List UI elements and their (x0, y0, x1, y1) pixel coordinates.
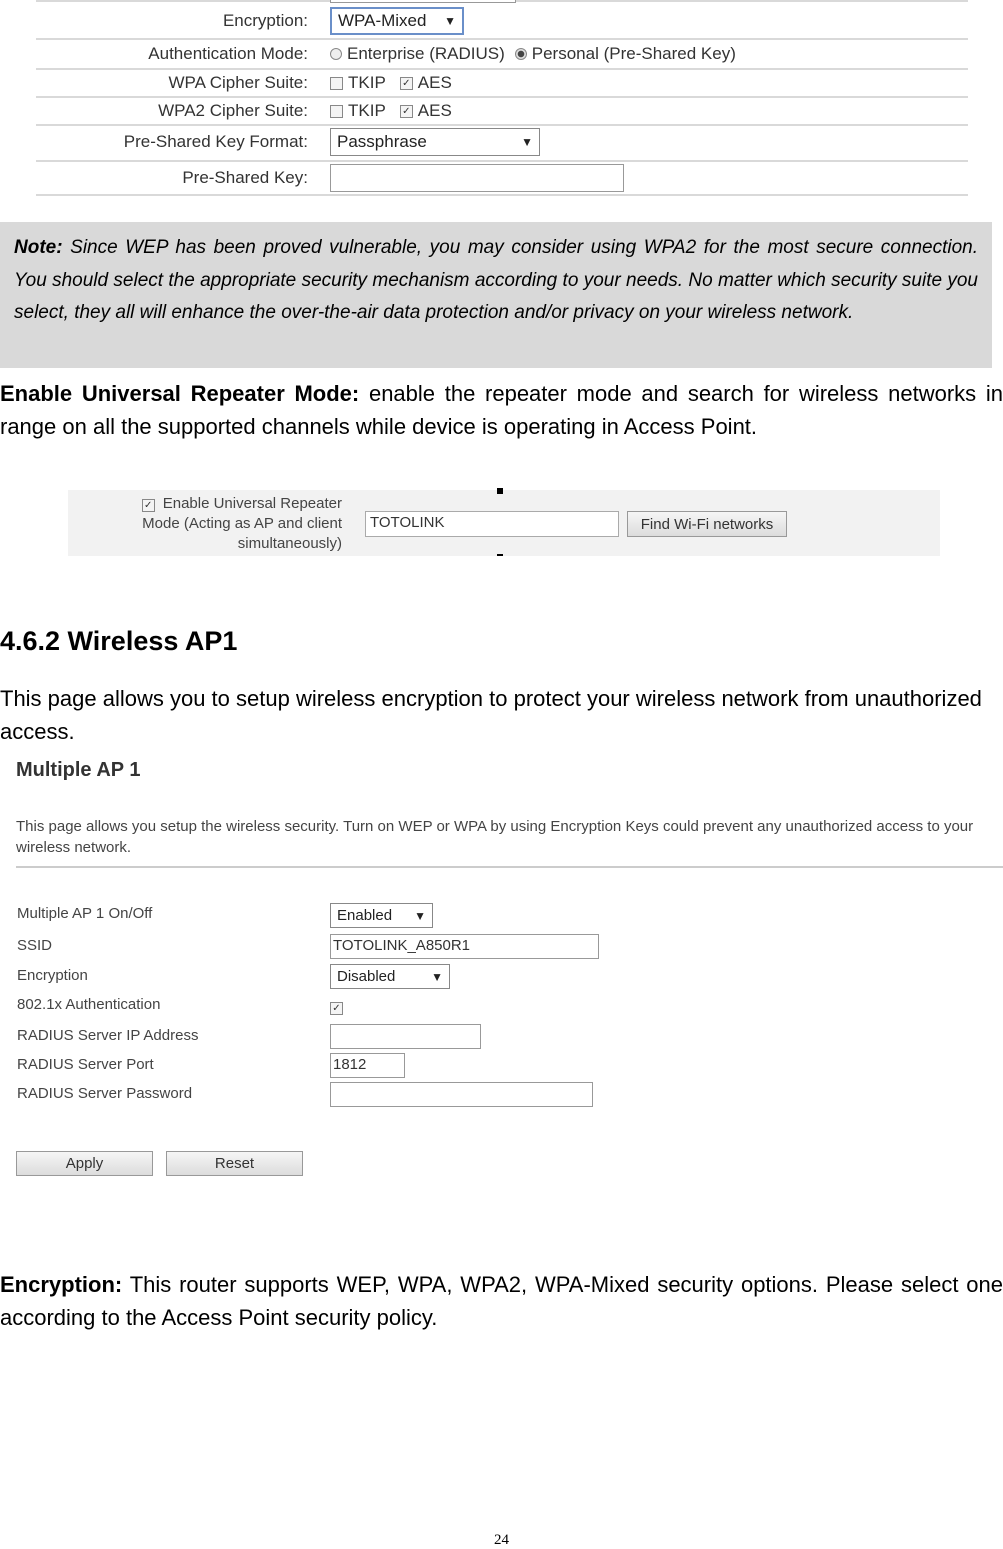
psk-label: Pre-Shared Key: (182, 168, 308, 187)
encryption-select[interactable] (330, 964, 450, 989)
radius-ip-input[interactable] (330, 1024, 481, 1049)
repeater-ssid-input[interactable]: TOTOLINK (365, 511, 619, 537)
wpa-aes-label: AES (417, 73, 452, 92)
auth-mode-label: Authentication Mode: (148, 44, 308, 63)
find-wifi-networks-button[interactable]: Find Wi-Fi networks (627, 511, 787, 537)
wpa2-tkip-label: TKIP (348, 101, 386, 120)
encryption-select-value: WPA-Mixed (338, 11, 427, 30)
repeater-checkbox[interactable]: ✓ (142, 499, 155, 512)
psk-row (36, 162, 968, 196)
section-intro: This page allows you to setup wireless encryption to protect your wireless network from unauthorized access. (0, 686, 982, 744)
auth-mode-row (36, 40, 968, 70)
wpa-aes-checkbox[interactable]: ✓ (400, 77, 413, 90)
wpa-tkip-label: TKIP (348, 73, 386, 92)
psk-format-select[interactable] (330, 128, 540, 156)
note-box (0, 222, 992, 368)
multiple-ap-description: This page allows you setup the wireless security. Turn on WEP or WPA by using Encryption Keys could prevent any unauthorized access to your wireless network. (16, 818, 974, 856)
repeater-term: Enable Universal Repeater Mode: (0, 381, 360, 406)
psk-format-label: Pre-Shared Key Format: (123, 132, 308, 151)
wpa2-tkip-checkbox[interactable] (330, 105, 343, 118)
radius-port-input[interactable]: 1812 (330, 1053, 405, 1078)
repeater-paragraph (0, 377, 1003, 443)
encryption-row (36, 2, 968, 40)
psk-format-select-value: Passphrase (337, 132, 427, 151)
ssid-label: SSID (17, 937, 53, 954)
radius-password-input[interactable] (330, 1082, 593, 1107)
section-heading: 4.6.2 Wireless AP1 (0, 626, 238, 656)
wpa2-aes-label: AES (417, 101, 452, 120)
wpa-cipher-label: WPA Cipher Suite: (168, 73, 308, 92)
ssid-input[interactable]: TOTOLINK_A850R1 (330, 934, 599, 959)
repeater-label-line3: simultaneously) (237, 535, 342, 552)
wpa-cipher-row (36, 70, 968, 98)
wpa2-aes-checkbox[interactable]: ✓ (400, 105, 413, 118)
encryption-label: Encryption: (222, 11, 308, 30)
divider (16, 866, 1003, 868)
wpa-settings-screenshot (36, 0, 968, 196)
wpa2-cipher-label: WPA2 Cipher Suite: (158, 101, 308, 120)
encryption-paragraph (0, 1268, 1003, 1334)
radius-password-label: RADIUS Server Password (17, 1085, 193, 1102)
repeater-label-line1: Enable Universal Repeater (162, 495, 342, 512)
enterprise-radio[interactable] (330, 48, 342, 60)
onoff-select-value: Enabled (337, 907, 393, 924)
psk-format-row (36, 126, 968, 162)
repeater-screenshot (68, 490, 940, 556)
marker-dot (497, 488, 503, 494)
auth-8021x-label: 802.1x Authentication (17, 996, 161, 1013)
note-text: Since WEP has been proved vulnerable, you may consider using WPA2 for the most secure connection. You should select the appropriate security mechanism according to your needs. No matter which security suite you select, they all will enhance the over-the-air data protection and/or privacy on your wireless network. (14, 237, 978, 323)
wpa-tkip-checkbox[interactable] (330, 77, 343, 90)
encryption-select[interactable] (330, 7, 464, 35)
wpa2-cipher-row (36, 98, 968, 126)
multiple-ap-form (0, 890, 1003, 1190)
chevron-down-icon: ▼ (521, 135, 533, 149)
radius-port-label: RADIUS Server Port (17, 1056, 154, 1073)
reset-button[interactable]: Reset (166, 1151, 303, 1176)
chevron-down-icon: ▼ (444, 14, 456, 28)
note-label: Note: (14, 237, 63, 258)
repeater-checkbox-label (90, 494, 342, 554)
chevron-down-icon: ▼ (431, 969, 443, 984)
page-number: 24 (494, 1532, 509, 1548)
personal-radio[interactable] (515, 48, 527, 60)
onoff-label: Multiple AP 1 On/Off (17, 905, 153, 922)
repeater-text: enable the repeater mode and search for wireless networks in range on all the supported channels while device is operating in Access Point. (0, 381, 1003, 439)
auth-8021x-checkbox[interactable]: ✓ (330, 1002, 343, 1015)
encryption-label: Encryption (17, 967, 88, 984)
enterprise-radio-label: Enterprise (RADIUS) (347, 44, 505, 63)
encryption-term: Encryption: (0, 1272, 123, 1297)
encryption-text: This router supports WEP, WPA, WPA2, WPA-Mixed security options. Please select one according to the Access Point security policy. (0, 1272, 1003, 1330)
repeater-label-line2: Mode (Acting as AP and client (142, 515, 342, 532)
chevron-down-icon: ▼ (414, 908, 426, 923)
psk-input[interactable] (330, 164, 624, 192)
encryption-select-value: Disabled (337, 968, 396, 985)
marker-dash (497, 554, 503, 556)
onoff-select[interactable] (330, 903, 433, 928)
multiple-ap-title: Multiple AP 1 (16, 759, 141, 781)
personal-radio-label: Personal (Pre-Shared Key) (531, 44, 736, 63)
radius-ip-label: RADIUS Server IP Address (17, 1027, 199, 1044)
apply-button[interactable]: Apply (16, 1151, 153, 1176)
